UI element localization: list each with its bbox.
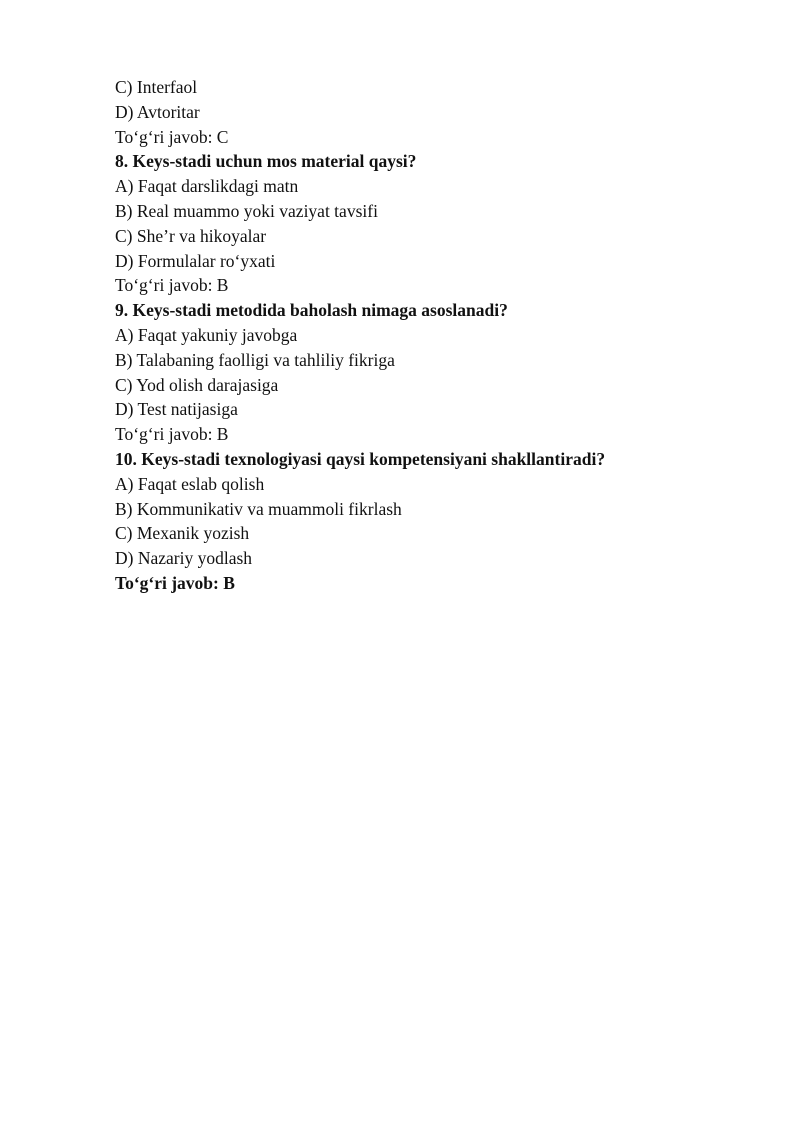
question-9-option-d: D) Test natijasiga <box>115 399 238 420</box>
option-c-previous: C) Interfaol <box>115 77 198 97</box>
question-10: 10. Keys-stadi texnologiyasi qaysi kompetensiyani shakllantiradi? <box>115 448 606 469</box>
question-9-answer: To‘g‘ri javob: B <box>115 424 229 445</box>
question-10-option-d: D) Nazariy yodlash <box>115 548 253 569</box>
question-9-option-a: A) Faqat yakuniy javobga <box>115 324 298 345</box>
question-8-option-a: A) Faqat darslikdagi matn <box>115 176 299 197</box>
question-10-answer: To‘g‘ri javob: B <box>115 572 235 593</box>
question-10-option-a: A) Faqat eslab qolish <box>115 473 265 494</box>
question-9-option-b: B) Talabaning faolligi va tahliliy fikriga <box>115 349 395 370</box>
question-9: 9. Keys-stadi metodida baholash nimaga asoslanadi? <box>115 300 508 321</box>
question-10-option-c: C) Mexanik yozish <box>115 523 250 544</box>
answer-previous: To‘g‘ri javob: C <box>115 126 229 147</box>
document-content <box>115 75 735 596</box>
question-10-option-b: B) Kommunikativ va muammoli fikrlash <box>115 498 402 519</box>
question-8-option-b: B) Real muammo yoki vaziyat tavsifi <box>115 200 378 221</box>
question-8-answer: To‘g‘ri javob: B <box>115 275 229 296</box>
question-8-option-d: D) Formulalar ro‘yxati <box>115 250 276 271</box>
option-d-previous: D) Avtoritar <box>115 101 200 122</box>
question-9-option-c: C) Yod olish darajasiga <box>115 374 279 395</box>
question-8: 8. Keys-stadi uchun mos material qaysi? <box>115 151 417 172</box>
question-8-option-c: C) She’r va hikoyalar <box>115 225 267 246</box>
